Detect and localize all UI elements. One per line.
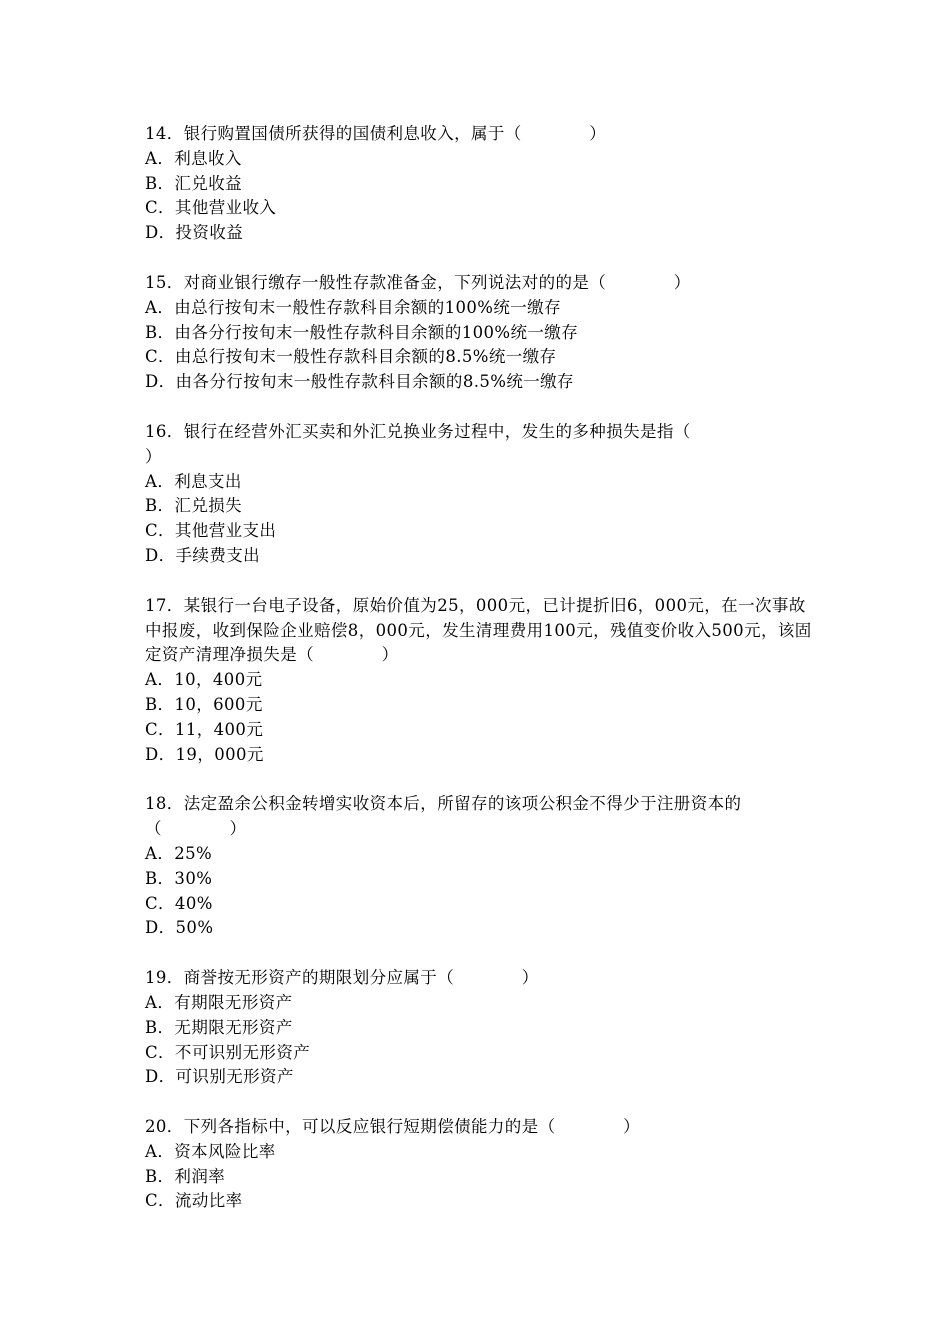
option-d: D．50%: [145, 918, 214, 938]
option-c: C．不可识别无形资产: [145, 1042, 311, 1062]
question-stem: 18．法定盈余公积金转增实收资本后，所留存的该项公积金不得少于注册资本的（ ）: [145, 794, 742, 839]
question-stem: 17．某银行一台电子设备，原始价值为25，000元，已计提折旧6，000元，在一次事故中报废，收到保险企业赔偿8，000元，发生清理费用100元，残值变价收入500元，该固定资产清理净损失是（ ）: [145, 595, 812, 665]
option-a: A．有期限无形资产: [145, 992, 293, 1012]
question-20: [145, 1115, 815, 1214]
exam-page: [145, 122, 815, 1239]
option-b: B．汇兑损失: [145, 496, 243, 516]
option-b: B．利润率: [145, 1166, 226, 1186]
option-d: D．由各分行按旬末一般性存款科目余额的8.5%统一缴存: [145, 372, 574, 392]
option-a: A．资本风险比率: [145, 1141, 276, 1161]
option-a: A．25%: [145, 843, 213, 863]
option-a: A．10，400元: [145, 670, 263, 690]
option-a: A．利息支出: [145, 471, 242, 491]
option-d: D．手续费支出: [145, 545, 261, 565]
question-19: [145, 966, 815, 1090]
question-15: [145, 271, 815, 395]
option-a: A．由总行按旬末一般性存款科目余额的100%统一缴存: [145, 297, 561, 317]
option-c: C．其他营业收入: [145, 198, 277, 218]
option-b: B．30%: [145, 868, 213, 888]
question-stem: 20．下列各指标中，可以反应银行短期偿债能力的是（ ）: [145, 1117, 640, 1137]
question-stem: 19．商誉按无形资产的期限划分应属于（ ）: [145, 968, 539, 988]
option-a: A．利息收入: [145, 148, 242, 168]
question-stem: 16．银行在经营外汇买卖和外汇兑换业务过程中，发生的多种损失是指（ ）: [145, 421, 691, 466]
option-b: B．10，600元: [145, 694, 263, 714]
option-b: B．无期限无形资产: [145, 1017, 293, 1037]
question-16: [145, 420, 815, 569]
question-17: [145, 594, 815, 768]
question-18: [145, 792, 815, 941]
option-c: C．其他营业支出: [145, 521, 277, 541]
option-b: B．由各分行按旬末一般性存款科目余额的100%统一缴存: [145, 322, 579, 342]
option-c: C．11，400元: [145, 719, 264, 739]
option-d: D．可识别无形资产: [145, 1067, 294, 1087]
question-14: [145, 122, 815, 246]
option-c: C．流动比率: [145, 1191, 243, 1211]
question-stem: 15．对商业银行缴存一般性存款准备金，下列说法对的的是（ ）: [145, 272, 691, 292]
option-d: D．投资收益: [145, 223, 244, 243]
option-b: B．汇兑收益: [145, 173, 243, 193]
option-c: C．由总行按旬末一般性存款科目余额的8.5%统一缴存: [145, 347, 557, 367]
option-d: D．19，000元: [145, 744, 264, 764]
option-c: C．40%: [145, 893, 213, 913]
question-stem: 14．银行购置国债所获得的国债利息收入，属于（ ）: [145, 124, 607, 143]
